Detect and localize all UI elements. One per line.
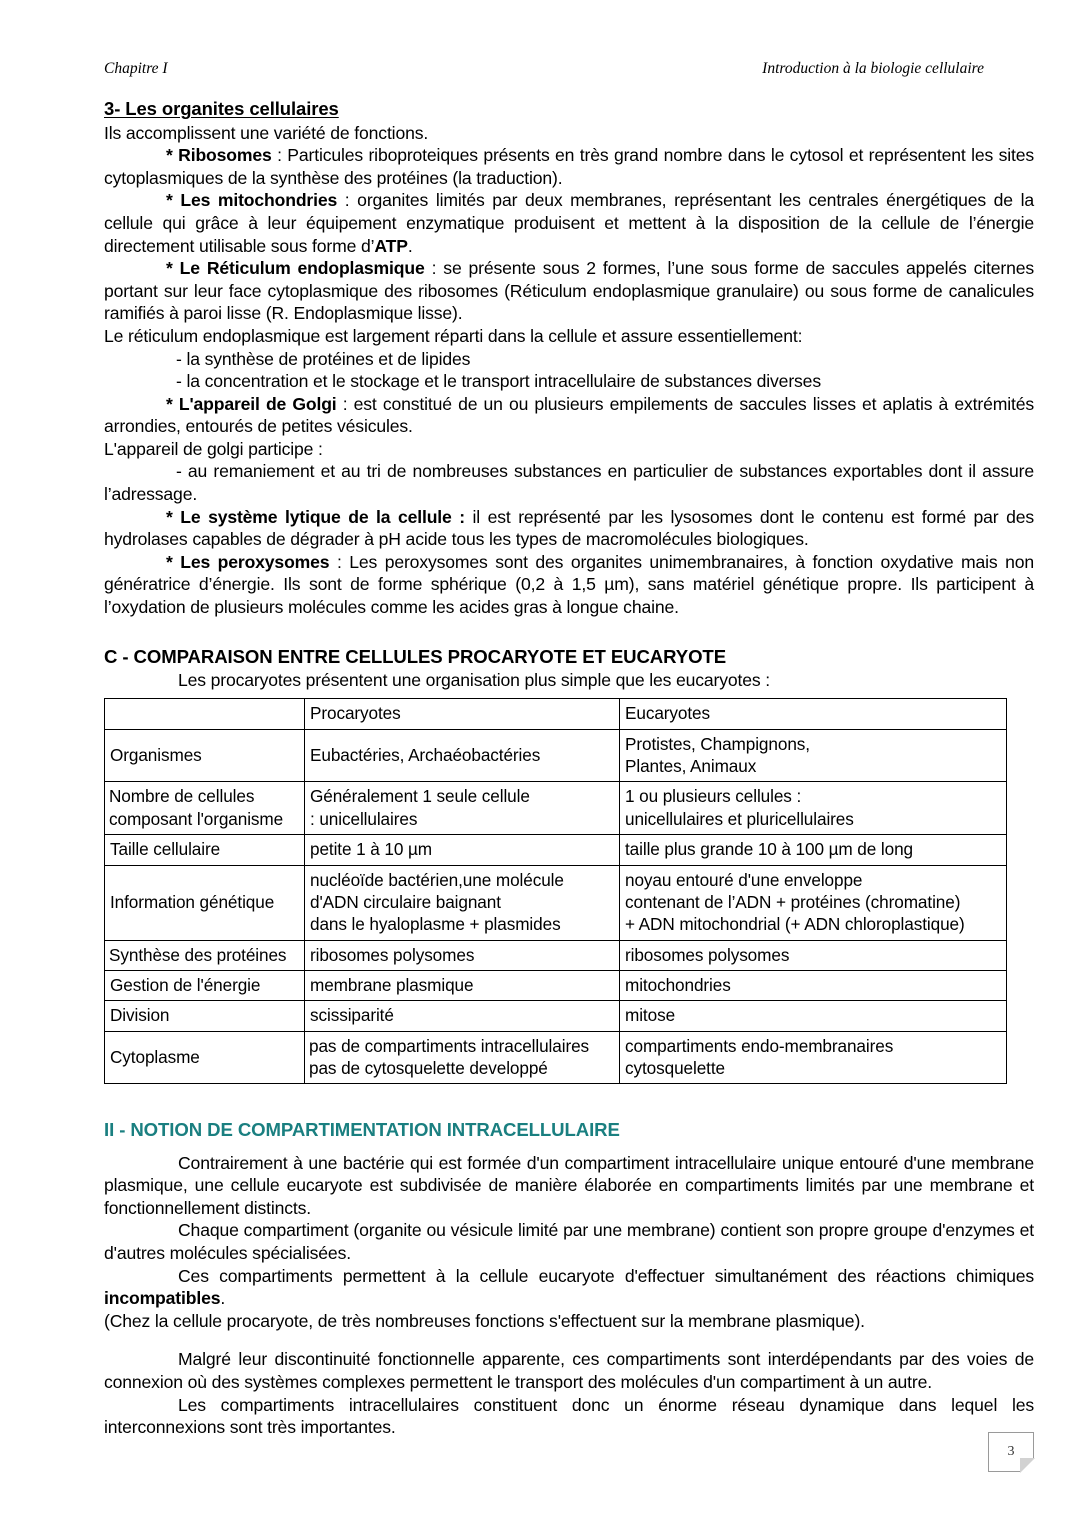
cell-line: compartiments endo-membranaires xyxy=(625,1035,894,1056)
cell-line: d'ADN circulaire baignant xyxy=(310,891,501,912)
paragraph-malgre-discontinuite xyxy=(104,1348,1034,1393)
paragraph-reticulum-reparti: Le réticulum endoplasmique est largement réparti dans la cellule et assure essentiellement: xyxy=(104,325,803,346)
row-label-synthese-des-proteines: Synthèse des protéines xyxy=(105,940,305,970)
row-label-information-genetique: Information génétique xyxy=(105,865,305,940)
bullet-text: - au remaniement et au tri de nombreuses substances en particulier de substances exportables dont il assure l’adressage. xyxy=(104,461,1034,505)
row-pro-organismes xyxy=(305,729,620,782)
cell-line: noyau entouré d'une enveloppe xyxy=(625,869,863,890)
row-pro-information-genetique xyxy=(305,865,620,940)
paragraph-mitochondries xyxy=(104,189,1034,257)
text-systeme-lytique: il est représenté par les lysosomes dont le contenu est formé par des hydrolases capables de dégrader à pH acide tous les types de macromolécules biologiques. xyxy=(104,506,1034,550)
cell-line: ribosomes polysomes xyxy=(310,944,475,965)
paragraph-reticulum xyxy=(104,257,1034,325)
cell-line: : unicellulaires xyxy=(310,808,418,829)
row-euc-synthese-des-proteines xyxy=(620,940,1007,970)
paragraph-procaryotes-lead xyxy=(104,669,1034,692)
cell-line: pas de cytosquelette developpé xyxy=(309,1058,548,1079)
paragraph-systeme-lytique xyxy=(104,506,1034,551)
running-header xyxy=(104,60,984,78)
row-label-nombre-de-cellules xyxy=(105,782,305,835)
bullet-text: - la concentration et le stockage et le transport intracellulaire de substances diverses xyxy=(176,371,821,392)
header-title-label: Introduction à la biologie cellulaire xyxy=(762,60,984,77)
row-pro-nombre-de-cellules xyxy=(305,782,620,835)
label-appareil-de-golgi: * L'appareil de Golgi xyxy=(166,393,337,414)
cell-line: Protistes, Champignons, xyxy=(625,733,810,754)
cell-line: unicellulaires et pluricellulaires xyxy=(625,808,854,829)
heading-notion-compartimentation: II - NOTION DE COMPARTIMENTATION INTRACELLULAIRE xyxy=(104,1119,620,1141)
row-euc-organismes xyxy=(620,729,1007,782)
row-euc-cytoplasme xyxy=(620,1031,1007,1084)
text-reticulum: : se présente sous 2 formes, l’une sous forme de saccules appelés citernes portant sur leur face cytoplasmique des ribosomes (Réticulum endoplasmique granulaire) ou sous forme de canalicules ramifiés à paroi lisse (R. Endoplasmique lisse). xyxy=(104,258,1034,324)
row-euc-nombre-de-cellules xyxy=(620,782,1007,835)
bullet-remaniement-tri xyxy=(104,460,1034,505)
label-ribosomes: * Ribosomes xyxy=(166,145,272,166)
cell-line: ribosomes polysomes xyxy=(625,944,790,965)
comparison-table xyxy=(104,698,1007,1084)
row-euc-division xyxy=(620,1001,1007,1031)
spacer xyxy=(104,1084,1034,1118)
lead-text: Les procaryotes présentent une organisation plus simple que les eucaryotes : xyxy=(178,669,771,690)
text-mitochondries-end: . xyxy=(407,235,413,256)
label-atp: ATP xyxy=(374,235,408,256)
cell-line: dans le hyaloplasme + plasmides xyxy=(310,914,561,935)
paragraph-ribosomes xyxy=(104,144,1034,189)
heading-organites-cellulaires: 3- Les organites cellulaires xyxy=(104,98,339,119)
cell-line: 1 ou plusieurs cellules : xyxy=(625,786,802,807)
table-row xyxy=(105,970,1007,1000)
table-row xyxy=(105,782,1007,835)
paragraph-intro-fonctions: Ils accomplissent une variété de fonctions. xyxy=(104,122,429,143)
cell-line: + ADN mitochondrial (+ ADN chloroplastique) xyxy=(625,914,965,935)
paragraph-chaque-compartiment xyxy=(104,1219,1034,1264)
bullet-synthese-proteines-lipides xyxy=(104,348,1034,371)
table-header-cell-procaryotes: Procaryotes xyxy=(305,699,620,729)
row-euc-gestion-de-lenergie xyxy=(620,970,1007,1000)
header-chapter-label: Chapitre I xyxy=(104,60,168,77)
cell-line: nucléoïde bactérien,une molécule xyxy=(310,869,564,890)
table-row xyxy=(105,1001,1007,1031)
page-number-value: 3 xyxy=(988,1432,1034,1472)
row-label-division: Division xyxy=(105,1001,305,1031)
cell-line: mitochondries xyxy=(625,974,731,995)
table-row xyxy=(105,1031,1007,1084)
text-golgi: : est constitué de un ou plusieurs empilements de saccules lisses et aplatis à extrémités arrondies, entourés de petites vésicules. xyxy=(104,393,1034,437)
label-systeme-lytique: * Le système lytique de la cellule : xyxy=(166,506,465,527)
spacer xyxy=(104,1143,1034,1152)
table-row xyxy=(105,729,1007,782)
label-peroxysomes: * Les peroxysomes xyxy=(166,551,330,572)
cell-line: mitose xyxy=(625,1005,676,1026)
row-label-taille-cellulaire: Taille cellulaire xyxy=(105,835,305,865)
cell-line: petite 1 à 10 µm xyxy=(310,839,433,860)
cell-line: pas de compartiments intracellulaires xyxy=(309,1035,590,1056)
paragraph-text: Contrairement à une bactérie qui est formée d'un compartiment intracellulaire unique entouré d'une membrane plasmique, une cellule eucaryote est subdivisée de manière élaborée en compartiments limités par une membrane et fonctionnellement distincts. xyxy=(104,1152,1034,1218)
paragraph-text: Les compartiments intracellulaires constituent donc un énorme réseau dynamique dans lequel les interconnexions sont très importantes. xyxy=(104,1394,1034,1438)
paragraph-les-compartiments-intracellulaires xyxy=(104,1394,1034,1439)
paragraph-text: Ces compartiments permettent à la cellule eucaryote d'effectuer simultanément des réactions chimiques xyxy=(178,1265,1034,1286)
table-row xyxy=(105,865,1007,940)
document-body xyxy=(104,98,1034,1439)
row-pro-cytoplasme xyxy=(305,1031,620,1084)
comparison-table-body xyxy=(105,699,1007,1084)
table-row xyxy=(105,940,1007,970)
paragraph-ces-compartiments xyxy=(104,1265,1034,1310)
spacer xyxy=(104,619,1034,645)
cell-line: composant l'organisme xyxy=(109,808,284,829)
cell-line: Nombre de cellules xyxy=(109,786,255,807)
row-pro-synthese-des-proteines xyxy=(305,940,620,970)
row-label-gestion-de-lenergie: Gestion de l'énergie xyxy=(105,970,305,1000)
text-peroxysomes: : Les peroxysomes sont des organites unimembranaires, à fonction oxydative mais non génératrice d’énergie. Ils sont de forme sphérique (0,2 à 1,5 µm), sans matériel génétique propre. Ils participent à l’oxydation de plusieurs molécules comme les acides gras à longue chaine. xyxy=(104,551,1034,618)
paragraph-text-end: . xyxy=(220,1288,226,1309)
label-reticulum-endoplasmique: * Le Réticulum endoplasmique xyxy=(166,258,425,279)
page-number-badge xyxy=(988,1432,1034,1472)
cell-line: contenant de l’ADN + protéines (chromatine) xyxy=(625,891,961,912)
table-header-cell-eucaryotes: Eucaryotes xyxy=(620,699,1007,729)
paragraph-contrairement-bacterie xyxy=(104,1152,1034,1220)
cell-line: membrane plasmique xyxy=(310,974,474,995)
heading-comparaison-procaryote-eucaryote: C - COMPARAISON ENTRE CELLULES PROCARYOTE ET EUCARYOTE xyxy=(104,645,726,667)
text-ribosomes: : Particules riboproteiques présents en très grand nombre dans le cytosol et représentent les sites cytoplasmiques de la synthèse des protéines (la traduction). xyxy=(104,145,1035,188)
page-fold-corner-icon xyxy=(1020,1458,1035,1473)
cell-line: cytosquelette xyxy=(625,1058,725,1079)
bullet-concentration-stockage xyxy=(104,370,1034,393)
bullet-text: - la synthèse de protéines et de lipides xyxy=(176,348,471,369)
spacer xyxy=(104,1332,1034,1348)
cell-line: Généralement 1 seule cellule xyxy=(310,786,530,807)
table-header-row xyxy=(105,699,1007,729)
paragraph-peroxysomes xyxy=(104,551,1034,619)
paragraph-golgi xyxy=(104,393,1034,438)
cell-line: taille plus grande 10 à 100 µm de long xyxy=(625,839,913,860)
paragraph-text: Malgré leur discontinuité fonctionnelle apparente, ces compartiments sont interdépendants par des voies de connexion où des systèmes complexes permettent le transport des molécules d'un compartiment à un autre. xyxy=(104,1349,1034,1392)
table-row xyxy=(105,835,1007,865)
row-label-cytoplasme: Cytoplasme xyxy=(105,1031,305,1084)
cell-line: scissiparité xyxy=(310,1005,394,1026)
cell-line: Plantes, Animaux xyxy=(625,756,757,777)
paragraph-text: Chaque compartiment (organite ou vésicule limité par une membrane) contient son propre groupe d'enzymes et d'autres molécules spécialisées. xyxy=(104,1220,1034,1263)
row-label-organismes: Organismes xyxy=(105,729,305,782)
paragraph-golgi-participe: L'appareil de golgi participe : xyxy=(104,438,323,459)
row-euc-taille-cellulaire xyxy=(620,835,1007,865)
table-header-cell-empty xyxy=(105,699,305,729)
text-mitochondries: : organites limités par deux membranes, représentant les centrales énergétiques de la cellule qui grâce à leur équipement enzymatique produisent et mettent à la disposition de la cellule de l’énergie directement utilisable sous forme d’ xyxy=(104,190,1034,256)
paragraph-chez-la-cellule-procaryote: (Chez la cellule procaryote, de très nombreuses fonctions s'effectuent sur la membrane plasmique). xyxy=(104,1310,865,1331)
row-pro-gestion-de-lenergie xyxy=(305,970,620,1000)
label-mitochondries: * Les mitochondries xyxy=(166,190,338,211)
label-incompatibles: incompatibles xyxy=(104,1288,221,1309)
row-pro-division xyxy=(305,1001,620,1031)
row-euc-information-genetique xyxy=(620,865,1007,940)
row-pro-taille-cellulaire xyxy=(305,835,620,865)
cell-line: Eubactéries, Archaéobactéries xyxy=(310,744,541,765)
